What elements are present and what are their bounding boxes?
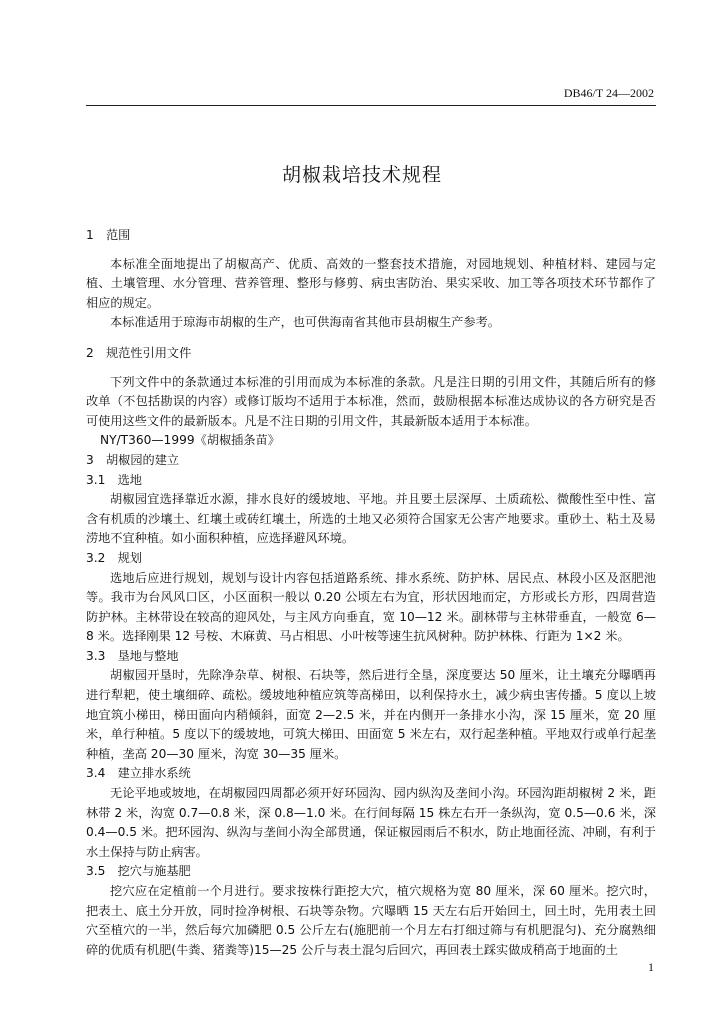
subsection-heading-3-2: 3.2 规划 bbox=[86, 550, 142, 565]
section-heading-1: 1 范围 bbox=[86, 228, 131, 242]
subsection-heading-3-5: 3.5 挖穴与施基肥 bbox=[86, 864, 191, 879]
section-1-paragraph-1: 本标准全面地提出了胡椒高产、优质、高效的一整套技术措施，对园地规划、种植材料、建园与定植、土壤管理、水分管理、营养管理、整形与修剪、病虫害防治、果实采收、加工等各项技术环节都作了相应的规定。 bbox=[86, 256, 656, 310]
subsection-heading-3-3: 3.3 垦地与整地 bbox=[86, 648, 179, 663]
subsection-3-3-paragraph: 胡椒园开垦时，先除净杂草、树根、石块等，然后进行全垦，深度要达 50 厘米，让土壤充分曝晒再进行犁耙，使土壤细碎、疏松。缓坡地种植应筑等高梯田，以利保持水土，减少病虫害传播。5 度以上坡地宜筑小梯田，梯田面向内稍倾斜，面宽 2—2.5 米，并在内侧开一条排水小沟，深 15 厘米，宽 20 厘米，单行种植。5 度以下的缓坡地，可筑大梯田、田面宽 5 米左右，双行起垄种植。平地双行或单行起垄种植，垄高 20—30 厘米，沟宽 30—35 厘米。 bbox=[86, 668, 656, 761]
document-title: 胡椒栽培技术规程 bbox=[281, 164, 442, 186]
page-number: 1 bbox=[648, 960, 654, 974]
subsection-heading-3-4: 3.4 建立排水系统 bbox=[86, 766, 191, 781]
document-body bbox=[86, 226, 656, 960]
section-1-paragraph-2: 本标准适用于琼海市胡椒的生产，也可供海南省其他市县胡椒生产参考。 bbox=[110, 315, 500, 330]
subsection-3-1-paragraph: 胡椒园宜选择靠近水源，排水良好的缓坡地、平地。并且要土层深厚、土质疏松、微酸性至中性、富含有机质的沙壤土、红壤土或砖红壤土，所选的土地又必须符合国家无公害产地要求。重砂土、粘土及易涝地不宜种植。如小面积种植，应选择避风环境。 bbox=[86, 492, 656, 546]
subsection-3-2-paragraph: 选地后应进行规划，规划与设计内容包括道路系统、排水系统、防护林、居民点、林段小区及沤肥池等。我市为台风风口区，小区面积一般以 0.20 公顷左右为宜，形状因地而定，方形或长方形，四周营造防护林。主林带设在较高的迎风处，与主风方向垂直，宽 10—12 米。副林带与主林带垂直，一般宽 6—8 米。选择刚果 12 号桉、木麻黄、马占相思、小叶桉等速生抗风树种。防护林株、行距为 1×2 米。 bbox=[86, 570, 656, 644]
subsection-3-5-paragraph: 挖穴应在定植前一个月进行。要求按株行距挖大穴，植穴规格为宽 80 厘米，深 60 厘米。挖穴时，把表土、底土分开放，同时捡净树根、石块等杂物。穴曝晒 15 天左右后开始回土，回土时，先用表土回穴至植穴的一半，然后每穴加磷肥 0.5 公斤左右(施肥前一个月左右打细过筛与有机肥混匀)、充分腐熟细碎的优质有机肥(牛粪、猪粪等)15—25 公斤与表土混匀后回穴，再回表土踩实做成稍高于地面的土 bbox=[86, 884, 656, 957]
section-heading-2: 2 规范性引用文件 bbox=[86, 345, 192, 360]
subsection-3-4-paragraph: 无论平地或坡地，在胡椒园四周都必须开好环园沟、园内纵沟及垄间小沟。环园沟距胡椒树 2 米，距林带 2 米，沟宽 0.7—0.8 米，深 0.8—1.0 米。在行间每隔 15 株左右开一条纵沟，宽 0.5—0.6 米，深 0.4—0.5 米。把环园沟、纵沟与垄间小沟全部贯通，保证椒园雨后不积水，防止地面径流、冲刷，有利于水土保持与防止病害。 bbox=[86, 786, 656, 859]
section-heading-3: 3 胡椒园的建立 bbox=[86, 452, 180, 467]
normative-reference: NY/T360—1999《胡椒插条苗》 bbox=[100, 433, 280, 448]
section-2-paragraph-1: 下列文件中的条款通过本标准的引用而成为本标准的条款。凡是注日期的引用文件，其随后所有的修改单（不包括勘误的内容）或修订版均不适用于本标准，然而，鼓励根据本标准达成协议的各方研究是否可使用这些文件的最新版本。凡是不注日期的引用文件，其最新版本适用于本标准。 bbox=[86, 374, 656, 428]
document-code: DB46/T 24—2002 bbox=[563, 86, 654, 100]
subsection-heading-3-1: 3.1 选地 bbox=[86, 472, 142, 487]
header-divider bbox=[86, 105, 656, 106]
